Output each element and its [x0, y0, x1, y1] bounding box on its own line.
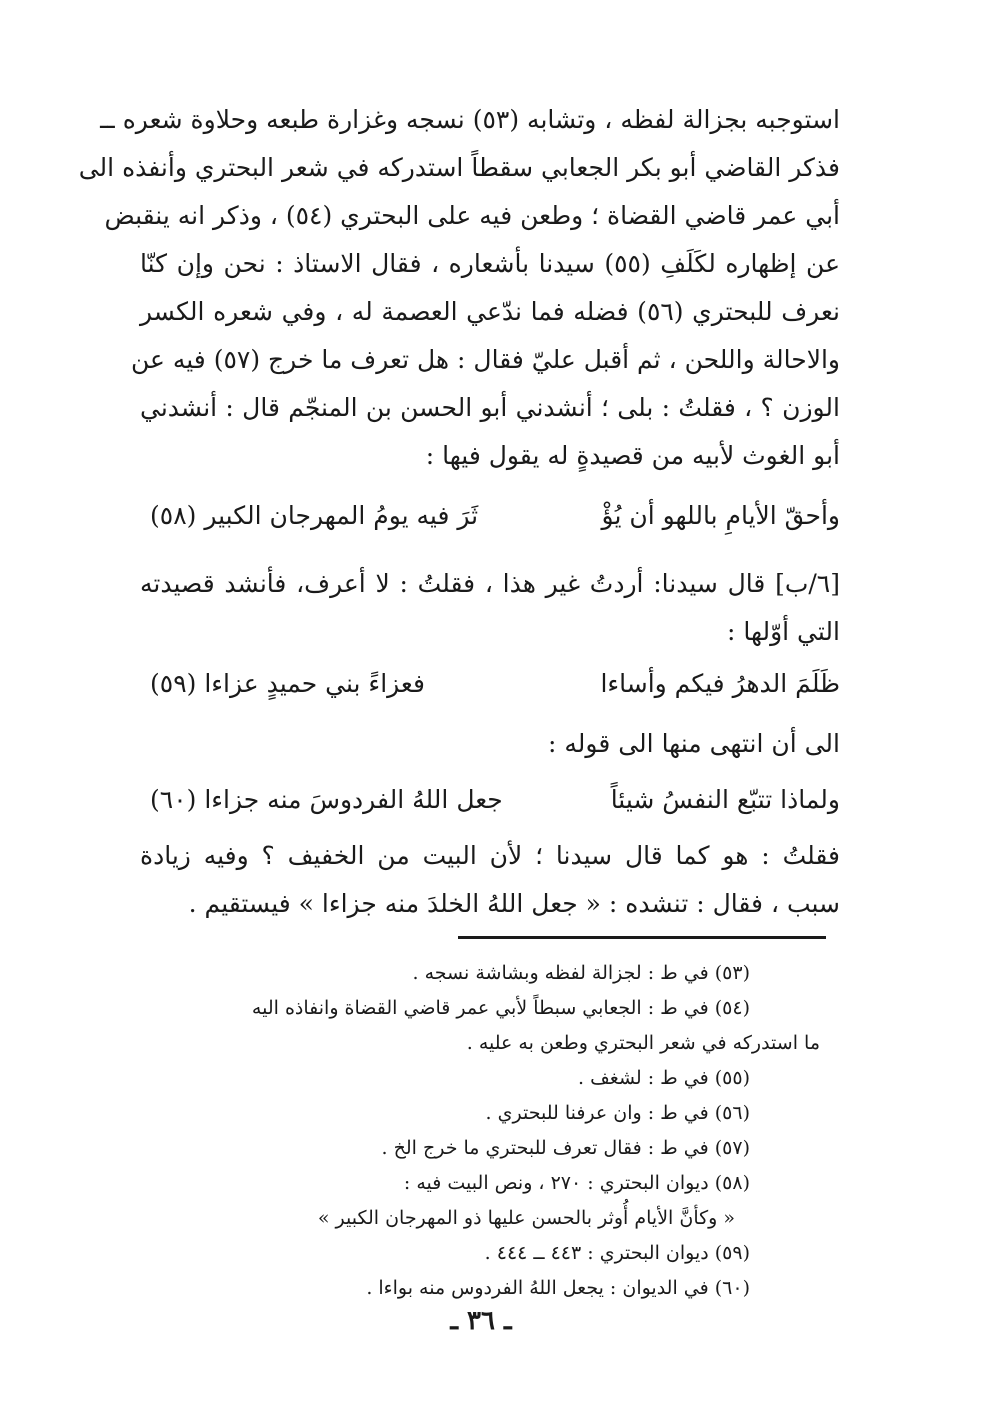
- verse-first-hemistich: ولماذا تتبّع النفسُ شيئاً: [610, 785, 840, 814]
- verse-second-hemistich: جعل اللهُ الفردوسَ منه جزاءا (٦٠): [150, 785, 503, 814]
- verse-line: [150, 780, 840, 824]
- verse-line: [150, 664, 840, 708]
- verse-second-hemistich: فعزاءً بني حميدٍ عزاءا (٥٩): [150, 669, 425, 698]
- footnote: (٥٧) في ط : فقال تعرف للبحتري ما خرج الخ .: [381, 1137, 750, 1159]
- body-line: فذكر القاضي أبو بكر الجعابي سقطاً استدركه في شعر البحتري وأنفذه الى: [78, 153, 840, 182]
- footnote: (٥٩) ديوان البحتري : ٤٤٣ ــ ٤٤٤ .: [484, 1242, 750, 1264]
- footnote: (٥٨) ديوان البحتري : ٢٧٠ ، ونص البيت فيه :: [403, 1172, 750, 1194]
- verse-first-hemistich: وأحقّ الأيامِ باللهو أن يُؤْ: [601, 501, 840, 530]
- body-line: التي أوّلها :: [726, 617, 840, 646]
- body-line: الوزن ؟ ، فقلتُ : بلى ؛ أنشدني أبو الحسن بن المنجّم قال : أنشدني: [140, 393, 840, 422]
- verse-first-hemistich: ظَلَمَ الدهرُ فيكم وأساءا: [600, 669, 840, 698]
- body-line: نعرف للبحتري (٥٦) فضله فما ندّعي العصمة له ، وفي شعره الكسر: [140, 297, 840, 326]
- body-line: استوجبه بجزالة لفظه ، وتشابه (٥٣) نسجه وغزارة طبعه وحلاوة شعره ــ: [100, 105, 840, 134]
- footnote: ما استدركه في شعر البحتري وطعن به عليه .: [466, 1032, 820, 1054]
- body-line: أبو الغوث لأبيه من قصيدةٍ له يقول فيها :: [425, 441, 840, 470]
- body-line: [٦/ب] قال سيدنا: أردتُ غير هذا ، فقلتُ : لا أعرف، فأنشد قصيدته: [140, 569, 840, 598]
- footnote: (٦٠) في الديوان : يجعل اللهُ الفردوس منه بواءا .: [366, 1277, 750, 1299]
- footnote: (٥٤) في ط : الجعابي سبطاً لأبي عمر قاضي القضاة وانفاذه اليه: [251, 997, 750, 1019]
- verse-second-hemistich: ثَرَ فيه يومُ المهرجان الكبير (٥٨): [150, 501, 479, 530]
- body-line: الى أن انتهى منها الى قوله :: [548, 729, 840, 758]
- body-line: والاحالة واللحن ، ثم أقبل عليّ فقال : هل تعرف ما خرج (٥٧) فيه عن: [130, 345, 840, 374]
- body-line: فقلتُ : هو كما قال سيدنا ؛ لأن البيت من الخفيف ؟ وفيه زيادة: [140, 841, 840, 870]
- body-line: عن إظهاره لكَلَفِ (٥٥) سيدنا بأشعاره ، فقال الاستاذ : نحن وإن كنّا: [140, 249, 840, 278]
- footnote: (٥٣) في ط : لجزالة لفظه وبشاشة نسجه .: [412, 962, 750, 984]
- body-line: أبي عمر قاضي القضاة ؛ وطعن فيه على البحتري (٥٤) ، وذكر انه ينقبض: [104, 201, 840, 230]
- footnote: « وكأنَّ الأيام أُوثر بالحسن عليها ذو المهرجان الكبير »: [317, 1207, 735, 1229]
- footnote: (٥٥) في ط : لشغف .: [578, 1067, 750, 1089]
- footnote-separator: [458, 936, 826, 939]
- page-number: ـ ٣٦ ـ: [450, 1306, 512, 1336]
- body-line: سبب ، فقال : تنشده : « جعل اللهُ الخلدَ منه جزاءا » فيستقيم .: [188, 889, 840, 918]
- verse-line: [150, 496, 840, 540]
- footnote: (٥٦) في ط : وان عرفنا للبحتري .: [485, 1102, 750, 1124]
